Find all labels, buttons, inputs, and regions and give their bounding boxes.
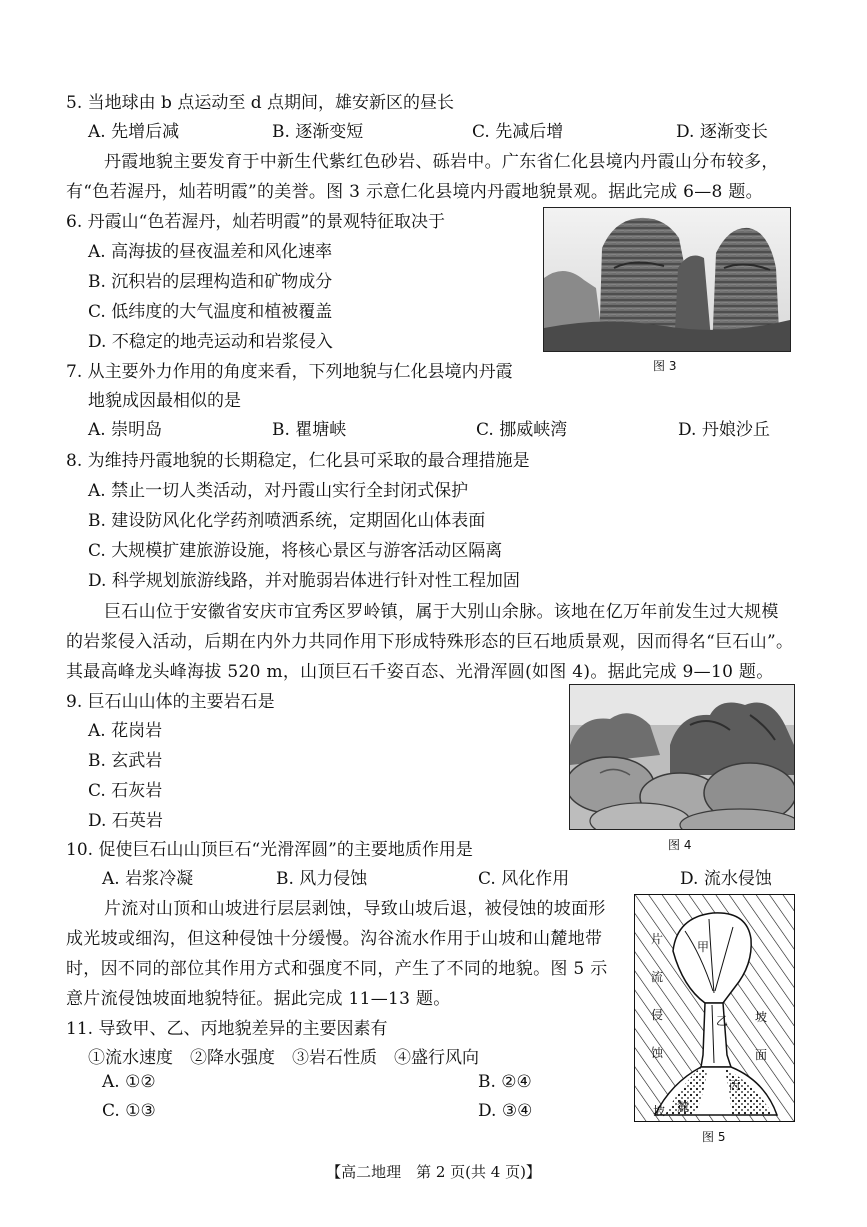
q7-option-d: D. 丹娘沙丘 <box>678 420 770 440</box>
giant-boulders-photo <box>569 684 795 830</box>
q6-option-d: D. 不稳定的地壳运动和岩浆侵入 <box>88 332 333 352</box>
q5-stem: 5. 当地球由 b 点运动至 d 点期间，雄安新区的昼长 <box>66 93 455 113</box>
passage2-line3: 其最高峰龙头峰海拔 520 m，山顶巨石千姿百态、光滑浑圆(如图 4)。据此完成 9—10 题。 <box>66 662 774 682</box>
q5-option-c: C. 先减后增 <box>472 122 564 142</box>
passage3-line2: 成光坡或细沟，但这种侵蚀十分缓慢。沟谷流水作用于山坡和山麓地带 <box>66 929 603 949</box>
q9-option-d: D. 石英岩 <box>88 811 163 831</box>
fig5-label-lu: 麓 <box>677 1100 690 1114</box>
q5-option-b: B. 逐渐变短 <box>272 122 364 142</box>
fig5-label-qin: 侵 <box>651 1008 664 1022</box>
q9-option-b: B. 玄武岩 <box>88 751 163 771</box>
sheet-erosion-diagram-svg <box>635 895 794 1121</box>
q10-option-a: A. 岩浆冷凝 <box>102 869 194 889</box>
passage1-line1: 丹霞地貌主要发育于中新生代紫红色砂岩、砾岩中。广东省仁化县境内丹霞山分布较多， <box>104 152 779 172</box>
q11-stem: 11. 导致甲、乙、丙地貌差异的主要因素有 <box>66 1019 388 1039</box>
q10-option-b: B. 风力侵蚀 <box>276 869 368 889</box>
q5-option-a: A. 先增后减 <box>88 122 180 142</box>
fig5-label-pian: 片 <box>651 932 664 946</box>
q8-option-b: B. 建设防风化化学药剂喷洒系统，定期固化山体表面 <box>88 511 486 531</box>
fig4-caption: 图 4 <box>668 838 692 852</box>
q9-option-a: A. 花岗岩 <box>88 721 163 741</box>
fig5-label-shi: 蚀 <box>651 1046 664 1060</box>
fig5-caption: 图 5 <box>702 1130 726 1144</box>
q6-option-a: A. 高海拔的昼夜温差和风化速率 <box>88 242 333 262</box>
fig5-label-jia: 甲 <box>697 940 710 954</box>
q10-option-d: D. 流水侵蚀 <box>680 869 772 889</box>
q7-option-a: A. 崇明岛 <box>88 420 163 440</box>
fig5-label-po: 坡 <box>755 1010 768 1024</box>
fig5-label-yi: 乙 <box>716 1014 729 1028</box>
q11-option-d: D. ③④ <box>478 1101 533 1121</box>
passage3-line4: 意片流侵蚀坡面地貌特征。据此完成 11—13 题。 <box>66 989 451 1009</box>
q11-option-b: B. ②④ <box>478 1072 532 1092</box>
fig5-label-mian: 面 <box>755 1048 768 1062</box>
q10-stem: 10. 促使巨石山山顶巨石“光滑浑圆”的主要地质作用是 <box>66 840 473 860</box>
q6-stem: 6. 丹霞山“色若渥丹，灿若明霞”的景观特征取决于 <box>66 212 446 232</box>
q8-option-c: C. 大规模扩建旅游设施，将核心景区与游客活动区隔离 <box>88 541 503 561</box>
q7-option-c: C. 挪威峡湾 <box>476 420 568 440</box>
passage2-line2: 的岩浆侵入活动，后期在内外力共同作用下形成特殊形态的巨石地质景观，因而得名“巨石山”。 <box>66 632 794 652</box>
fig3-caption: 图 3 <box>653 359 677 373</box>
q9-stem: 9. 巨石山山体的主要岩石是 <box>66 692 275 712</box>
passage2-line1: 巨石山位于安徽省安庆市宜秀区罗岭镇，属于大别山余脉。该地在亿万年前发生过大规模 <box>104 602 779 622</box>
q8-option-d: D. 科学规划旅游线路，并对脆弱岩体进行针对性工程加固 <box>88 571 520 591</box>
q10-option-c: C. 风化作用 <box>478 869 570 889</box>
q11-option-a: A. ①② <box>102 1072 156 1092</box>
passage3-line3: 时，因不同的部位其作用方式和强度不同，产生了不同的地貌。图 5 示 <box>66 959 608 979</box>
q7-option-b: B. 瞿塘峡 <box>272 420 347 440</box>
q5-option-d: D. 逐渐变长 <box>676 122 768 142</box>
q11-factors: ①流水速度 ②降水强度 ③岩石性质 ④盛行风向 <box>88 1048 479 1068</box>
passage3-line1: 片流对山顶和山坡进行层层剥蚀，导致山坡后退，被侵蚀的坡面形 <box>104 899 606 919</box>
page-footer: 【高二地理 第 2 页(共 4 页)】 <box>326 1163 541 1181</box>
fig5-label-liu: 流 <box>651 970 664 984</box>
q6-option-c: C. 低纬度的大气温度和植被覆盖 <box>88 302 333 322</box>
q8-stem: 8. 为维持丹霞地貌的长期稳定，仁化县可采取的最合理措施是 <box>66 451 530 471</box>
danxia-landform-photo <box>543 207 791 352</box>
fig5-label-bing: 丙 <box>729 1079 740 1092</box>
q6-option-b: B. 沉积岩的层理构造和矿物成分 <box>88 272 333 292</box>
q9-option-c: C. 石灰岩 <box>88 781 163 801</box>
fig5-label-po2: 坡 <box>653 1104 666 1118</box>
sheet-erosion-diagram <box>634 894 795 1122</box>
q7-stem-line1: 7. 从主要外力作用的角度来看，下列地貌与仁化县境内丹霞 <box>66 362 513 382</box>
q7-stem-line2: 地貌成因最相似的是 <box>88 391 241 411</box>
q11-option-c: C. ①③ <box>102 1101 156 1121</box>
q8-option-a: A. 禁止一切人类活动，对丹霞山实行全封闭式保护 <box>88 481 469 501</box>
passage1-line2: 有“色若渥丹，灿若明霞”的美誉。图 3 示意仁化县境内丹霞地貌景观。据此完成 6—8 题。 <box>66 182 763 202</box>
